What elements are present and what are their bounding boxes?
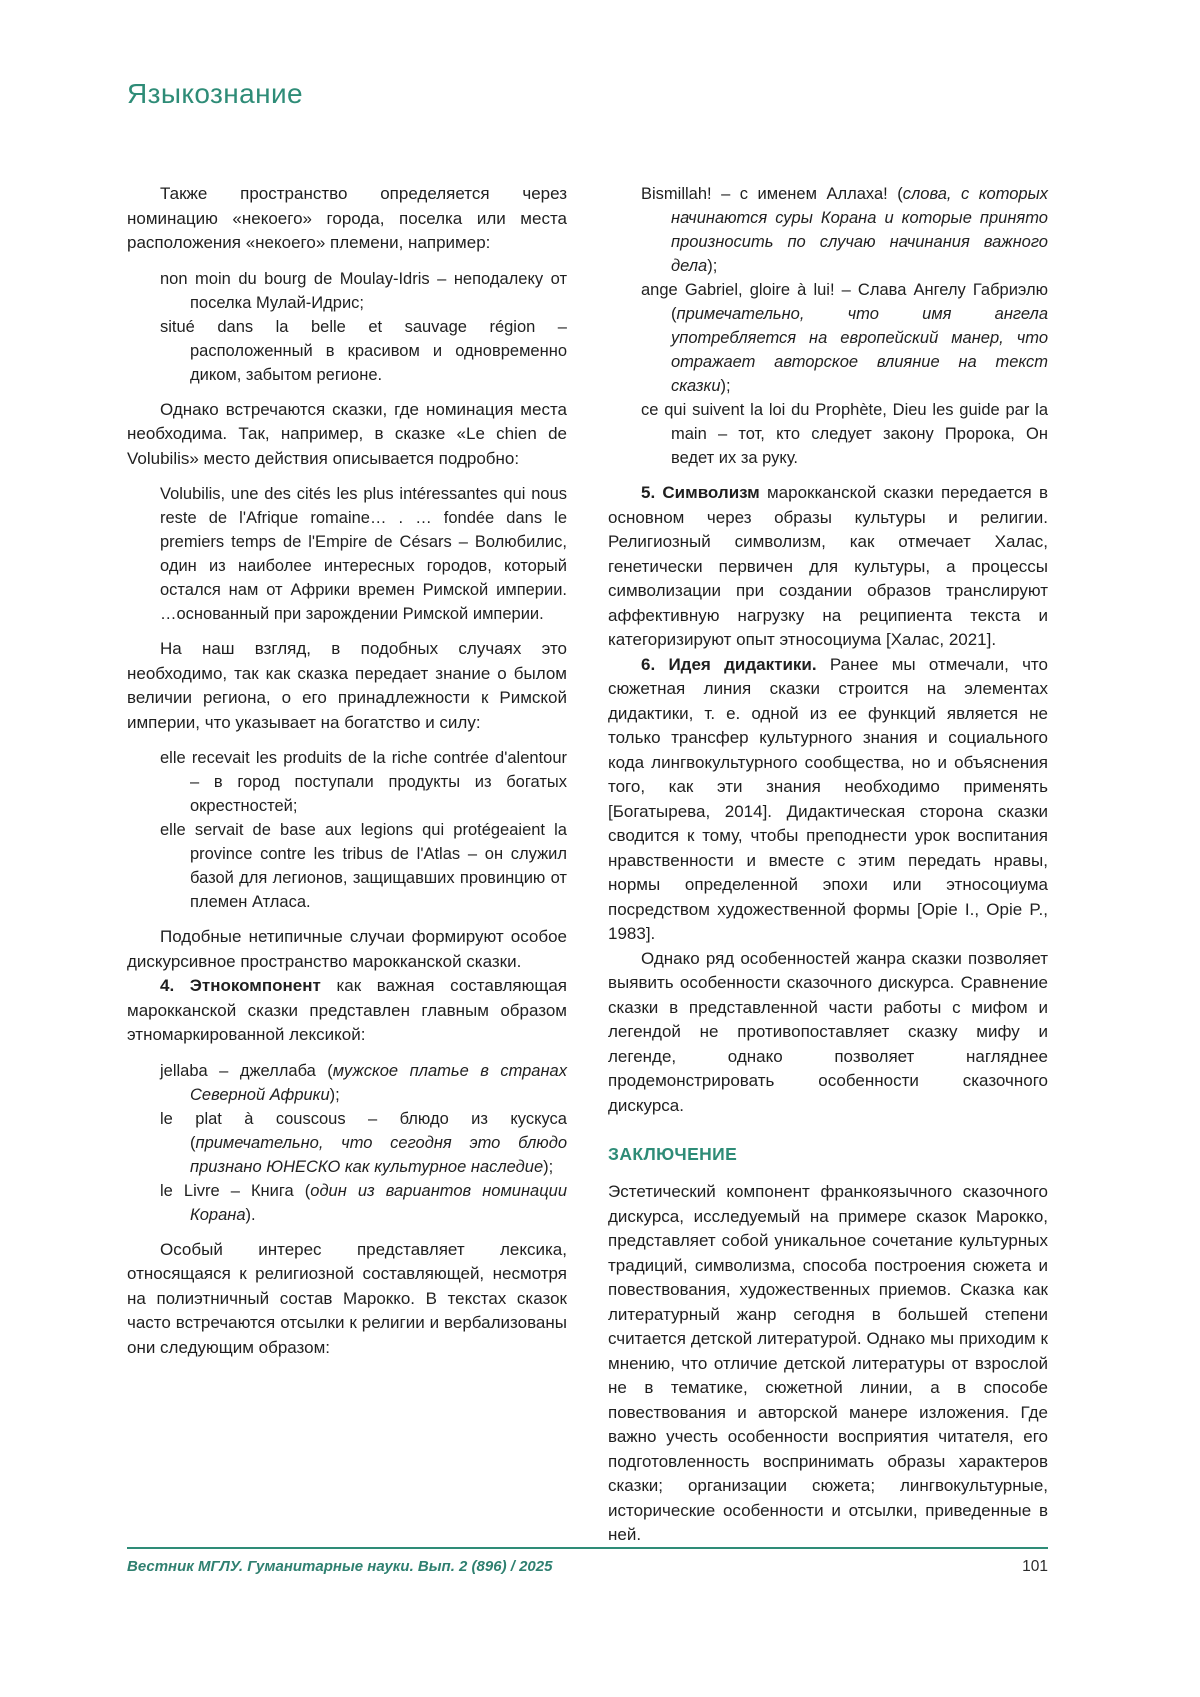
quote-item-prophete: ce qui suivent la loi du Prophète, Dieu les guide par la main – тот, кто следует закону Пророка, Он ведет их за руку. (641, 401, 1048, 467)
paragraph-atypical-cases: Подобные нетипичные случаи формируют особое дискурсивное пространство марокканской сказки. (127, 927, 567, 971)
conclusion-heading: ЗАКЛЮЧЕНИЕ (608, 1144, 738, 1164)
paragraph-religious-lexicon-intro: Особый интерес представляет лексика, относящаяся к религиозной составляющей, несмотря на полиэтничный состав Марокко. В текстах сказок часто встречаются отсылки к религии и вербализованы они следующим образом: (127, 1239, 567, 1357)
paragraph-symbolism: 5. Символизм марокканской сказки передается в основном через образы культуры и религии. Религиозный символизм, как отмечает Халас, генетически первичен для культуры, а процессы символизации при создании образов транслируют аффективную нагрузку на реципиента текста и категоризируют опыт этносоциума [Халас, 2021]. (608, 483, 1048, 649)
quote-item-ange-gabriel: ange Gabriel, gloire à lui! – Слава Ангелу Габриэлю (примечательно, что имя ангела употребляется на европейский манер, что отражает авторское влияние на текст сказки); (641, 281, 1048, 395)
text-columns (127, 182, 1048, 1548)
quote-item-bismillah: Bismillah! – с именем Аллаха! (слова, с которых начинаются суры Корана и которые принято произносить по случаю начинания важного дела); (641, 185, 1049, 275)
footer-row (127, 1558, 1048, 1576)
paragraph-volubilis-intro: Однако встречаются сказки, где номинация места необходима. Так, например, в сказке «Le chien de Volubilis» место действия описывается подробно: (127, 399, 567, 468)
quote-item-livre: le Livre – Книга (один из вариантов номинации Корана). (160, 1181, 567, 1224)
footer-rule (127, 1547, 1048, 1549)
quote-roman-legacy (160, 746, 567, 914)
quote-ethno-lexicon (160, 1059, 567, 1227)
page-footer (127, 1547, 1048, 1576)
quote-item-legions: elle servait de base aux legions qui protégeaient la province contre les tribus de l'Atlas – он служил базой для легионов, защищавших провинцию от племен Атласа. (160, 821, 567, 911)
quote-item-produits: elle recevait les produits de la riche contrée d'alentour – в город поступали продукты из богатых окрестностей; (160, 749, 567, 815)
section-label: Языкознание (127, 78, 303, 109)
quote-item-jellaba: jellaba – джеллаба (мужское платье в странах Северной Африки); (160, 1061, 567, 1104)
quote-item-moulay-idris: non moin du bourg de Moulay-Idris – неподалеку от поселка Мулай-Идрис; (160, 269, 567, 312)
quote-religious-formulas (641, 182, 1048, 470)
quote-item-volubilis: Volubilis, une des cités les plus intéressantes qui nous reste de l'Afrique romaine… . … fondée dans le premiers temps de l'Empire de Césars – Волюбилис, один из наиболее интересных городов, который остался нам от Африки времен Римской империи. …основанный при зарождении Римской империи. (160, 485, 567, 623)
quote-item-couscous: le plat à couscous – блюдо из кускуса (примечательно, что сегодня это блюдо признано ЮНЕСКО как культурное наследие); (160, 1109, 567, 1176)
paragraph-conclusion: Эстетический компонент франкоязычного сказочного дискурса, исследуемый на примере сказок Марокко, представляет собой уникальное сочетание культурных традиций, символизма, способа построения сюжета и повествования, художественных приемов. Сказка как литературный жанр сегодня в большей степени считается детской литературой. Однако мы приходим к мнению, что отличие детской литературы от взрослой не в тематике, сюжетной линии, а в способе повествования и авторской манере изложения. Где важно учесть особенности восприятия читателя, его подготовленность воспринимать образы характеров сказки; организации сюжета; лингвокультурные, исторические особенности и отсылки, приведенные в ней. (608, 1182, 1048, 1544)
paragraph-ethnocomponent: 4. Этнокомпонент как важная составляющая марокканской сказки представлен главным образом этномаркированной лексикой: (127, 976, 567, 1044)
quote-location-examples (160, 267, 567, 387)
footer-page-number: 101 (1022, 1558, 1048, 1575)
right-column (608, 182, 1048, 1548)
quote-item-sauvage-region: situé dans la belle et sauvage région – расположенный в красивом и одновременно диком, забытом регионе. (160, 317, 567, 384)
left-column (127, 182, 567, 1548)
paragraph-roman-significance: На наш взгляд, в подобных случаях это необходимо, так как сказка передает знание о былом величии региона, о его принадлежности к Римской империи, что указывает на богатство и силу: (127, 639, 567, 732)
paragraph-didactics: 6. Идея дидактики. Ранее мы отмечали, что сюжетная линия сказки строится на элементах дидактики, т. е. одной из ее функций является не только трансфер культурного знания и социального кода лингвокультурного сообщества, но и объяснения того, как эти знания необходимо применять [Богатырева, 2014]. Дидактическая сторона сказки сводится к тому, чтобы преподнести урок воспитания нравственности и вместе с этим передать нравы, нормы определенной эпохи или этносоциума посредством художественной формы [Opie I., Opie P., 1983]. (608, 654, 1048, 943)
paragraph-space-nomination: Также пространство определяется через номинацию «некоего» города, поселка или места расположения «некоего» племени, например: (127, 184, 567, 252)
footer-journal-line: Вестник МГЛУ. Гуманитарные науки. Вып. 2 (896) / 2025 (127, 1558, 553, 1575)
paragraph-genre-features: Однако ряд особенностей жанра сказки позволяет выявить особенности сказочного дискурса. Сравнение сказки в представленной части работы с мифом и легендой не противопоставляет сказку мифу и легенде, однако позволяет нагляднее продемонстрировать особенности сказочного дискурса. (608, 948, 1048, 1115)
quote-volubilis-description (160, 482, 567, 626)
